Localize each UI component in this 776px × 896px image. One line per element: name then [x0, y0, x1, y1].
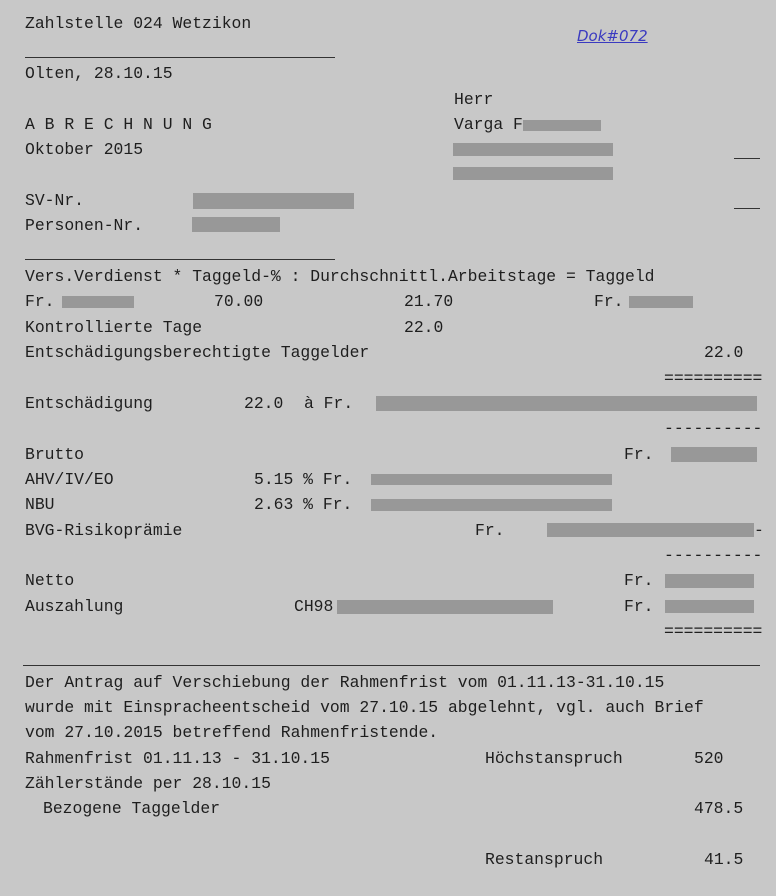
redaction	[376, 396, 757, 411]
redaction	[371, 499, 612, 511]
compensation-rate-label: à Fr.	[304, 394, 354, 413]
bvg-label: BVG-Risikoprämie	[25, 521, 183, 540]
compensation-label: Entschädigung	[25, 394, 153, 413]
redaction	[629, 296, 693, 308]
redaction	[193, 193, 354, 209]
percent: 70.00	[214, 292, 264, 311]
redaction	[665, 600, 754, 613]
office-name: Zahlstelle 024 Wetzikon	[25, 14, 252, 33]
currency-label: Fr.	[624, 571, 654, 590]
eligible-label: Entschädigungsberechtigte Taggelder	[25, 343, 370, 362]
nbu-label: NBU	[25, 495, 55, 514]
sv-label: SV-Nr.	[25, 191, 85, 210]
redaction	[62, 296, 134, 308]
person-label: Personen-Nr.	[25, 216, 144, 235]
controlled-value: 22.0	[404, 318, 444, 337]
used-label: Bezogene Taggelder	[43, 799, 221, 818]
rahmenfrist: Rahmenfrist 01.11.13 - 31.10.15	[25, 749, 330, 768]
eligible-value: 22.0	[704, 343, 744, 362]
currency-label: Fr.	[475, 521, 505, 540]
avg-days: 21.70	[404, 292, 454, 311]
redaction	[523, 120, 601, 131]
redaction	[671, 447, 757, 462]
currency-label: Fr.	[594, 292, 624, 311]
used-value: 478.5	[694, 799, 744, 818]
minus-sign: -	[754, 521, 764, 540]
recipient-name: Varga F	[454, 115, 523, 134]
divider	[25, 57, 335, 58]
note-line: Der Antrag auf Verschiebung der Rahmenfrist vom 01.11.13-31.10.15	[25, 673, 665, 692]
double-rule: ==========	[664, 622, 763, 641]
place-date: Olten, 28.10.15	[25, 64, 173, 83]
double-rule: ==========	[664, 369, 763, 388]
nbu-rate: 2.63 % Fr.	[254, 495, 353, 514]
note-line: wurde mit Einspracheentscheid vom 27.10.15 abgelehnt, vgl. auch Brief	[25, 698, 704, 717]
redaction	[547, 523, 754, 537]
divider	[23, 665, 760, 666]
single-rule: ----------	[664, 419, 763, 438]
remaining-label: Restanspruch	[485, 850, 604, 869]
period: Oktober 2015	[25, 140, 144, 159]
redaction	[453, 143, 613, 156]
single-rule: ----------	[664, 546, 763, 565]
brutto-label: Brutto	[25, 445, 85, 464]
controlled-label: Kontrollierte Tage	[25, 318, 203, 337]
fold-mark	[734, 208, 760, 209]
currency-label: Fr.	[624, 445, 654, 464]
fold-mark	[734, 158, 760, 159]
formula: Vers.Verdienst * Taggeld-% : Durchschnittl.Arbeitstage = Taggeld	[25, 267, 655, 286]
currency-label: Fr.	[624, 597, 654, 616]
currency-label: Fr.	[25, 292, 55, 311]
document-title: A B R E C H N U N G	[25, 115, 212, 134]
note-line: vom 27.10.2015 betreffend Rahmenfristende.	[25, 723, 439, 742]
document-link[interactable]: Dok#072	[577, 27, 648, 45]
redaction	[371, 474, 612, 485]
iban-prefix: CH98	[294, 597, 334, 616]
payout-label: Auszahlung	[25, 597, 124, 616]
max-claim-label: Höchstanspruch	[485, 749, 623, 768]
redaction	[665, 574, 754, 588]
redaction	[337, 600, 553, 614]
counter-label: Zählerstände per 28.10.15	[25, 774, 271, 793]
ahv-label: AHV/IV/EO	[25, 470, 114, 489]
ahv-rate: 5.15 % Fr.	[254, 470, 353, 489]
max-claim-value: 520	[694, 749, 724, 768]
netto-label: Netto	[25, 571, 75, 590]
salutation: Herr	[454, 90, 494, 109]
divider	[25, 259, 335, 260]
remaining-value: 41.5	[704, 850, 744, 869]
compensation-days: 22.0	[244, 394, 284, 413]
redaction	[453, 167, 613, 180]
redaction	[192, 217, 280, 232]
